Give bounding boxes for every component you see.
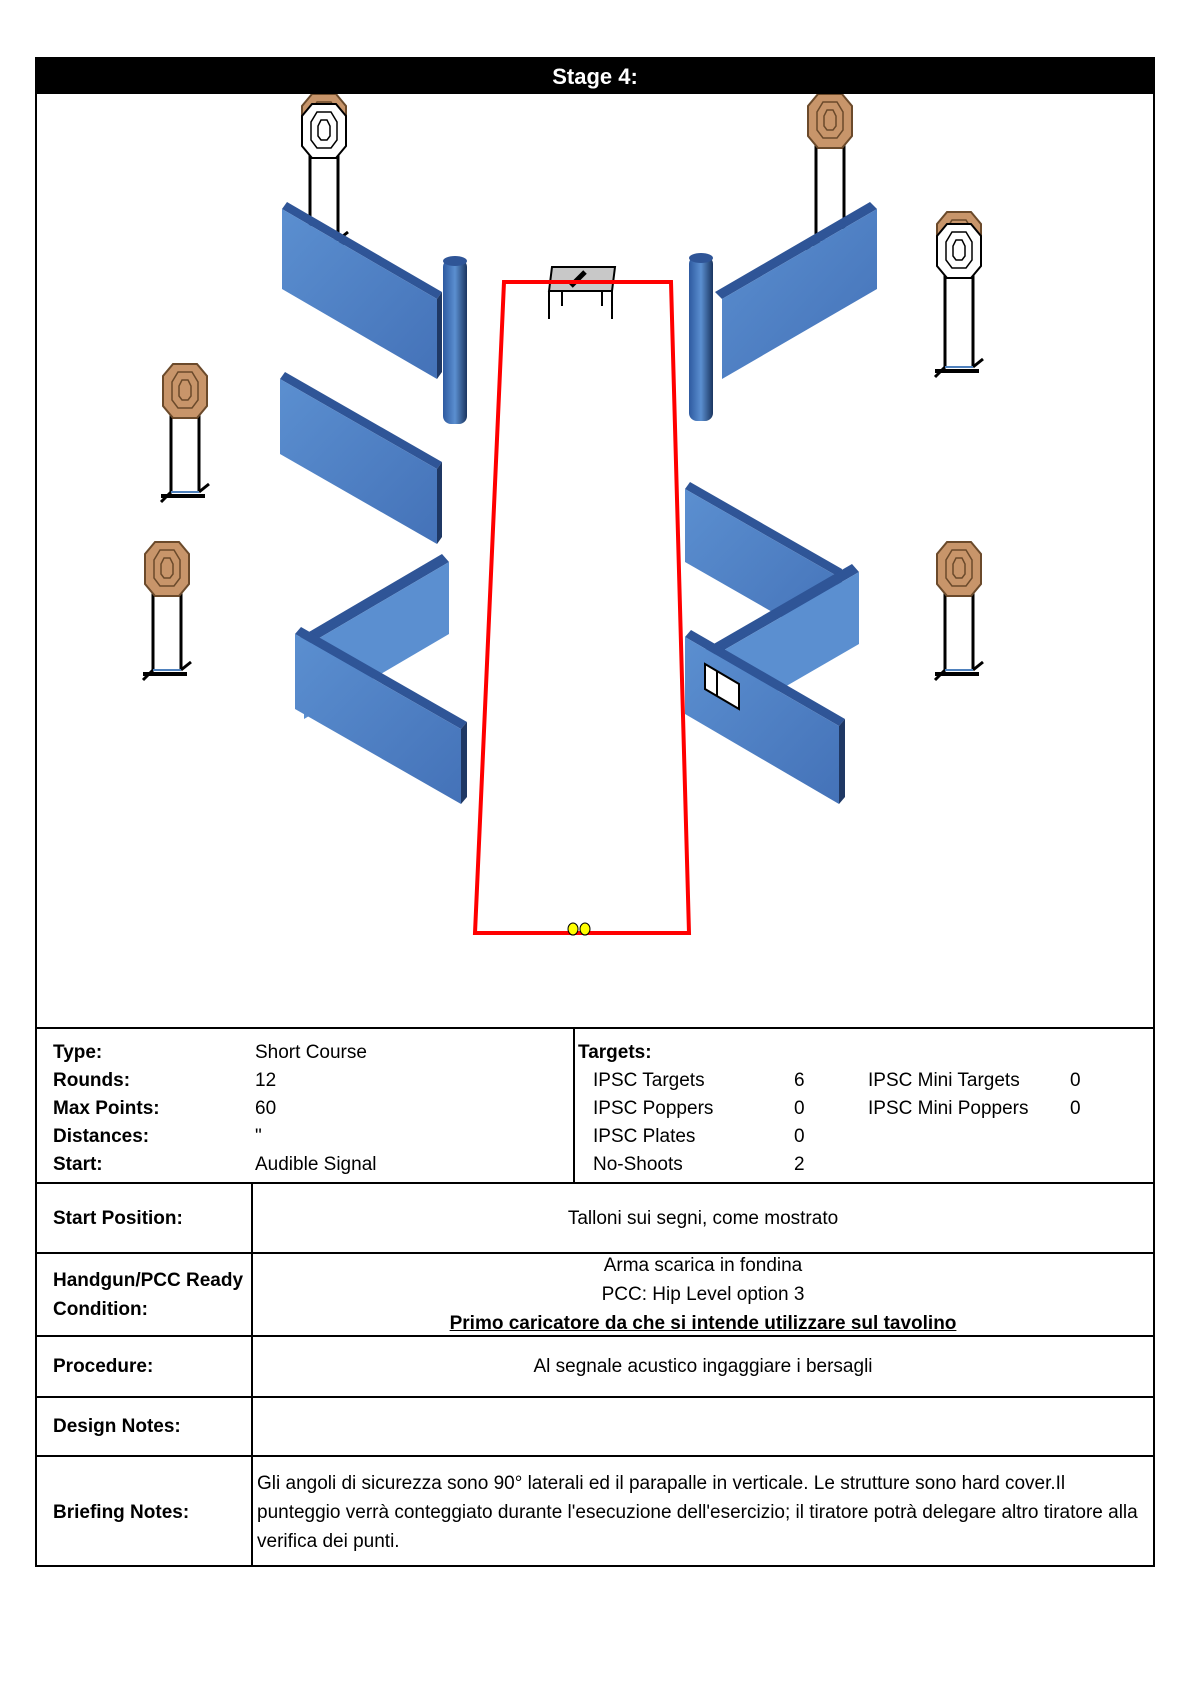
procedure-value: Al segnale acustico ingaggiare i bersagli [533,1356,873,1377]
briefing-notes-row [37,1457,1153,1567]
ready-condition-line1: Arma scarica in fondina [603,1255,803,1276]
ipsc-mini-targets-label: IPSC Mini Targets [868,1070,1020,1091]
stage-info [37,1027,1153,1184]
max-points-value: 60 [255,1098,277,1119]
target-left-middle [161,364,209,502]
distances-label: Distances: [53,1126,150,1147]
briefing-notes-label: Briefing Notes: [37,1457,253,1567]
targets-heading: Targets: [578,1042,652,1063]
stage-title: Stage 4: [37,59,1153,94]
start-label: Start: [53,1154,103,1175]
distances-value: " [255,1126,262,1147]
ipsc-poppers-value: 0 [794,1098,805,1119]
wall-left-top [282,202,442,379]
no-shoots-label: No-Shoots [593,1154,683,1175]
wall-right-top [715,202,877,379]
ipsc-mini-poppers-label: IPSC Mini Poppers [868,1098,1029,1119]
start-position-value: Talloni sui segni, come mostrato [567,1207,839,1229]
start-position-label: Start Position: [37,1184,253,1252]
ready-condition-label-line2: Condition: [53,1298,148,1320]
ipsc-plates-label: IPSC Plates [593,1126,696,1147]
post-left [443,256,467,424]
design-notes-label: Design Notes: [37,1398,253,1455]
rounds-label: Rounds: [53,1070,131,1091]
target-left-lower [143,542,191,680]
ipsc-targets-value: 6 [794,1070,805,1091]
type-label: Type: [53,1042,103,1063]
info-divider [573,1029,575,1182]
fault-line-shooting-area [475,282,689,933]
ready-condition-value [253,1254,1153,1335]
briefing-notes-value: Gli angoli di sicurezza sono 90° laterali ed il parapalle in verticale. Le strutture sono hard cover.Il punteggio verrà conteggiato durante l'esecuzione dell'esercizio; il tiratore potrà delegare altro tiratore alla verifica dei punti. [257,1472,1138,1552]
stage-sheet [35,57,1155,1567]
target-right-lower [935,542,983,680]
start-position-row [37,1184,1153,1254]
rounds-value: 12 [255,1070,277,1091]
stage-details [37,1184,1153,1567]
ready-condition-line3: Primo caricatore da che si intende utilizzare sul tavolino [449,1313,957,1334]
ipsc-targets-label: IPSC Targets [593,1070,705,1091]
ipsc-mini-targets-value: 0 [1070,1070,1081,1091]
stage-diagram-svg [37,94,1155,1027]
procedure-row [37,1337,1153,1398]
ready-condition-label [37,1254,253,1335]
wall-left-middle [280,372,442,544]
design-notes-row [37,1398,1153,1457]
ready-condition-label-line1: Handgun/PCC Ready [53,1269,244,1291]
ipsc-plates-value: 0 [794,1126,805,1147]
type-value: Short Course [255,1042,367,1063]
post-right [689,253,713,421]
ready-condition-row [37,1254,1153,1337]
ipsc-mini-poppers-value: 0 [1070,1098,1081,1119]
no-shoots-value: 2 [794,1154,805,1175]
stage-diagram [37,94,1153,1027]
max-points-label: Max Points: [53,1098,160,1119]
target-right-upper [935,212,983,377]
ipsc-poppers-label: IPSC Poppers [593,1098,714,1119]
design-notes-value [253,1398,1153,1455]
ready-condition-line2: PCC: Hip Level option 3 [601,1284,805,1305]
start-value: Audible Signal [255,1154,377,1175]
table [549,267,615,319]
procedure-label: Procedure: [37,1337,253,1396]
